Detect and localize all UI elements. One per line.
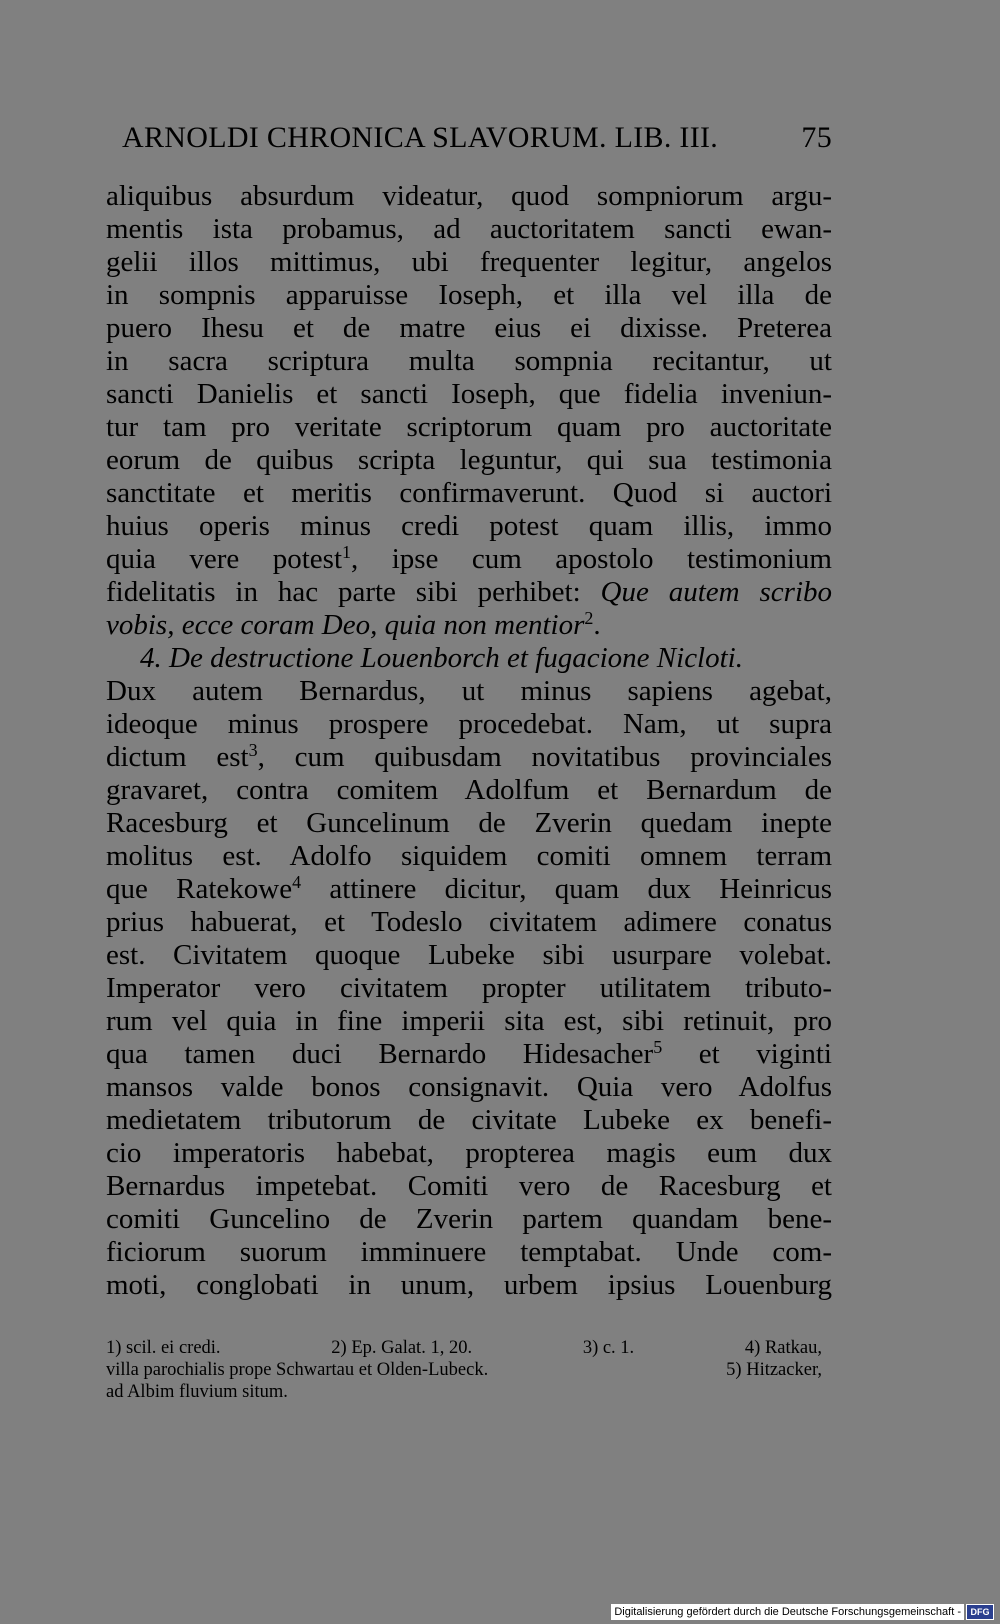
line-text: in sacra scriptura multa sompnia recitantur, ut — [106, 345, 832, 377]
text-line — [106, 246, 832, 279]
line-text: sanctitate et meritis confirmaverunt. Quod si auctori — [106, 477, 832, 509]
text-line — [106, 1203, 832, 1236]
footnote-5-cont: ad Albim fluvium situm. — [106, 1382, 288, 1402]
text-line — [106, 774, 832, 807]
text-line — [106, 477, 832, 510]
line-text: Dux autem Bernardus, ut minus sapiens agebat, — [106, 675, 832, 707]
line-text: que Ratekowe — [106, 873, 293, 905]
line-text: ficiorum suorum imminuere temptabat. Unde com- — [106, 1236, 832, 1268]
line-text: prius habuerat, et Todeslo civitatem adimere conatus — [106, 906, 832, 938]
line-text: mentis ista probamus, ad auctoritatem sancti ewan- — [106, 213, 832, 245]
text-line — [106, 807, 832, 840]
text-line — [106, 1071, 832, 1104]
text-line — [106, 1137, 832, 1170]
text-line — [106, 411, 832, 444]
line-text: dictum est — [106, 741, 249, 773]
text-line — [106, 279, 832, 312]
footnote-4-cont: villa parochialis prope Schwartau et Olden-Lubeck. — [106, 1360, 489, 1380]
chapter-heading: 4. De destructione Louenborch et fugacione Nicloti. — [140, 642, 743, 674]
line-text: Imperator vero civitatem propter utilitatem tributo- — [106, 972, 832, 1004]
text-line — [106, 378, 832, 411]
footnote-marker: 1 — [342, 542, 352, 562]
text-line — [106, 345, 832, 378]
footnotes — [106, 1337, 822, 1403]
text-line — [106, 1269, 832, 1302]
line-text: medietatem tributorum de civitate Lubeke ex benefi- — [106, 1104, 832, 1136]
line-text: gelii illos mittimus, ubi frequenter legitur, angelos — [106, 246, 832, 278]
text-line — [106, 543, 832, 576]
text-line — [106, 972, 832, 1005]
line-text: cio imperatoris habebat, propterea magis eum dux — [106, 1137, 832, 1169]
line-text: ideoque minus prospere procedebat. Nam, ut supra — [106, 708, 832, 740]
line-text: , ipse cum apostolo testimonium — [351, 543, 832, 575]
text-line — [106, 1170, 832, 1203]
footnote-marker: 3 — [248, 740, 258, 760]
dfg-logo-icon: DFG — [966, 1604, 994, 1620]
line-text: attinere dicitur, quam dux Heinricus — [301, 873, 832, 905]
footnote-marker: 2 — [584, 608, 594, 628]
line-text: huius operis minus credi potest quam illis, immo — [106, 510, 832, 542]
text-line — [106, 576, 832, 609]
line-text: mansos valde bonos consignavit. Quia vero Adolfus — [106, 1071, 832, 1103]
line-text: qua tamen duci Bernardo Hidesacher — [106, 1038, 654, 1070]
line-text: puero Ihesu et de matre eius ei dixisse. Preterea — [106, 312, 832, 344]
footnote-1: 1) scil. ei credi. — [106, 1338, 221, 1358]
text-line — [106, 1236, 832, 1269]
line-text: sancti Danielis et sancti Ioseph, que fidelia inveniun- — [106, 378, 832, 410]
text-line — [106, 1104, 832, 1137]
line-text: rum vel quia in fine imperii sita est, sibi retinuit, pro — [106, 1005, 832, 1037]
line-text: et viginti — [662, 1038, 832, 1070]
text-line — [106, 873, 832, 906]
text-line — [106, 939, 832, 972]
text-line — [106, 642, 832, 675]
line-text: Bernardus impetebat. Comiti vero de Racesburg et — [106, 1170, 832, 1202]
text-line — [106, 840, 832, 873]
line-text: , cum quibusdam novitatibus provinciales — [257, 741, 832, 773]
text-line — [106, 180, 832, 213]
footnote-marker: 5 — [653, 1037, 663, 1057]
footnote-4-start: 4) Ratkau, — [744, 1338, 822, 1358]
line-text: eorum de quibus scripta leguntur, qui sua testimonia — [106, 444, 832, 476]
footnote-5-start: 5) Hitzacker, — [726, 1360, 822, 1380]
line-text: moti, conglobati in unum, urbem ipsius Louenburg — [106, 1269, 832, 1301]
italic-text: Que autem scribo — [600, 576, 832, 608]
footnote-3: 3) c. 1. — [582, 1338, 635, 1358]
line-text: . — [593, 609, 601, 641]
footnote-2: 2) Ep. Galat. 1, 20. — [331, 1338, 473, 1358]
italic-text: vobis, ecce coram Deo, quia non mentior — [106, 609, 585, 641]
running-header — [122, 118, 832, 158]
text-line — [106, 609, 832, 642]
line-text: est. Civitatem quoque Lubeke sibi usurpare volebat. — [106, 939, 832, 971]
page-number: 75 — [801, 121, 832, 154]
line-text: comiti Guncelino de Zverin partem quandam bene- — [106, 1203, 832, 1235]
digitization-credit: Digitalisierung gefördert durch die Deutsche Forschungsgemeinschaft - — [611, 1604, 964, 1620]
text-line — [106, 1038, 832, 1071]
running-title: ARNOLDI CHRONICA SLAVORUM. LIB. III. — [122, 121, 719, 154]
line-text: aliquibus absurdum videatur, quod sompniorum argu- — [106, 180, 832, 212]
line-text: Racesburg et Guncelinum de Zverin quedam inepte — [106, 807, 832, 839]
text-line — [106, 444, 832, 477]
footnote-marker: 4 — [292, 872, 302, 892]
text-line — [106, 1005, 832, 1038]
text-line — [106, 675, 832, 708]
line-text: fidelitatis in hac parte sibi perhibet: — [106, 576, 601, 608]
text-line — [106, 312, 832, 345]
line-text: in sompnis apparuisse Ioseph, et illa vel illa de — [106, 279, 832, 311]
text-line — [106, 708, 832, 741]
line-text: quia vere potest — [106, 543, 343, 575]
line-text: tur tam pro veritate scriptorum quam pro auctoritate — [106, 411, 832, 443]
main-text — [106, 180, 832, 1302]
text-line — [106, 510, 832, 543]
footnote-row-2 — [106, 1359, 822, 1381]
text-line — [106, 906, 832, 939]
line-text: molitus est. Adolfo siquidem comiti omnem terram — [106, 840, 832, 872]
footnote-row-1 — [106, 1337, 822, 1359]
line-text: gravaret, contra comitem Adolfum et Bernardum de — [106, 774, 832, 806]
text-line — [106, 213, 832, 246]
text-line — [106, 741, 832, 774]
